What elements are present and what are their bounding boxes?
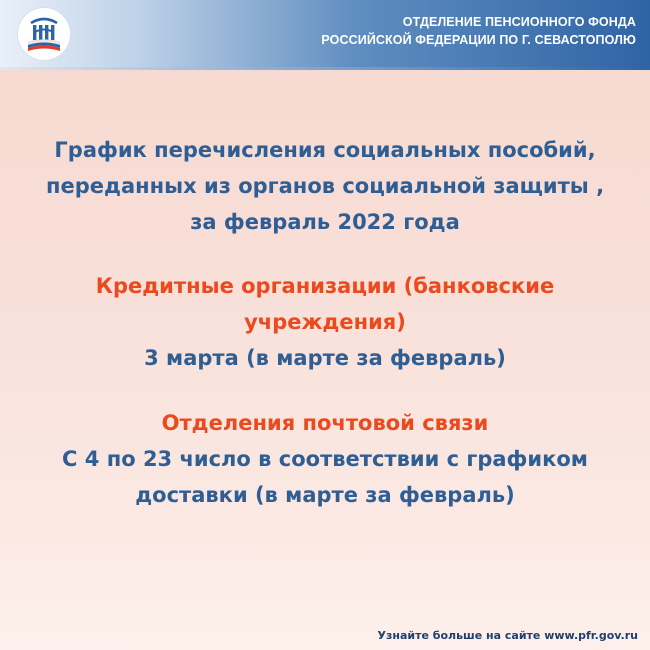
organization-name-line2: РОССИЙСКОЙ ФЕДЕРАЦИИ ПО Г. СЕВАСТОПОЛЮ [321,33,636,47]
post-schedule-line1: С 4 по 23 число в соответствии с графиком [62,447,588,471]
banks-section [20,268,630,376]
header-bar [0,0,650,67]
organization-name-line1: ОТДЕЛЕНИЕ ПЕНСИОННОГО ФОНДА [402,15,636,29]
title-line1: График перечисления социальных пособий, [54,138,596,162]
title-line3: за февраль 2022 года [190,210,460,234]
pfr-logo-graphic [18,8,70,60]
post-schedule-line2: доставки (в марте за февраль) [135,483,515,507]
banks-heading-line2: учреждения) [244,310,406,334]
schedule-title [20,132,630,240]
banks-date: 3 марта (в марте за февраль) [144,346,506,370]
website-link[interactable]: Узнайте больше на сайте www.pfr.gov.ru [377,629,638,642]
post-section [20,405,630,513]
header-divider [0,67,650,70]
title-line2: переданных из органов социальной защиты , [45,174,605,198]
pfr-logo-icon [18,8,70,60]
organization-name [216,13,636,49]
banks-heading-line1: Кредитные организации (банковские [95,274,555,298]
post-heading: Отделения почтовой связи [161,411,489,435]
